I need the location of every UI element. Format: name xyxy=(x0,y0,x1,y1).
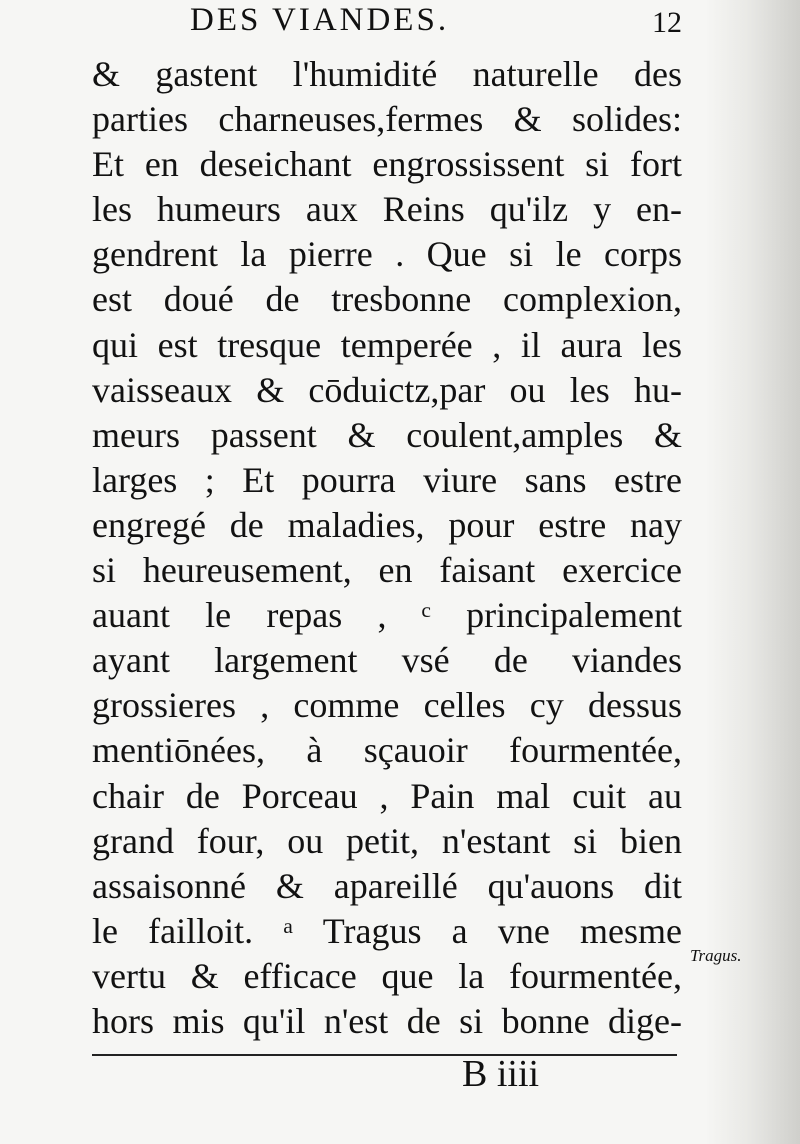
text-line: meurs passent & coulent,amples & xyxy=(92,414,682,455)
text-line: grossieres , comme celles cy dessus xyxy=(92,685,682,726)
text-line: & gastent l'humidité naturelle des xyxy=(92,54,682,94)
text-line: parties charneuses,fermes & solides: xyxy=(92,99,682,140)
text-line: vaisseaux & cōduictz,par ou les hu- xyxy=(92,369,682,410)
text-line: les humeurs aux Reins qu'ilz y en- xyxy=(92,189,682,230)
text-line: hors mis qu'il n'est de si bonne dige- xyxy=(92,1000,682,1041)
page-number: 12 xyxy=(652,6,682,39)
text-line: ayant largement vsé de viandes xyxy=(92,640,682,681)
text-line: larges ; Et pourra viure sans estre xyxy=(92,459,682,500)
text-line: gendrent la pierre . Que si le corps xyxy=(92,234,682,275)
text-line: est doué de tresbonne complexion, xyxy=(92,279,682,320)
margin-note: Tragus. xyxy=(690,946,742,965)
text-line: Et en deseichant engrossissent si fort xyxy=(92,144,682,185)
text-line: chair de Porceau , Pain mal cuit au xyxy=(92,775,682,816)
text-line: auant le repas , ᶜ principalement xyxy=(92,595,682,636)
text-line: mentiōnées, à sçauoir fourmentée, xyxy=(92,730,682,771)
text-line: engregé de maladies, pour estre nay xyxy=(92,504,682,545)
running-title: DES VIANDES. xyxy=(190,2,450,38)
signature-mark: B iiii xyxy=(462,1053,540,1095)
text-line: si heureusement, en faisant exercice xyxy=(92,550,682,591)
bottom-rule xyxy=(92,1054,677,1056)
page-gutter-shadow xyxy=(705,0,800,1144)
body-text xyxy=(92,52,682,1044)
text-line: le failloit. ᵃ Tragus a vne mesme xyxy=(92,910,682,951)
text-line: vertu & efficace que la fourmentée, xyxy=(92,955,682,996)
text-line: grand four, ou petit, n'estant si bien xyxy=(92,820,682,861)
text-line: qui est tresque temperée , il aura les xyxy=(92,324,682,365)
text-line: assaisonné & apareillé qu'auons dit xyxy=(92,865,682,906)
